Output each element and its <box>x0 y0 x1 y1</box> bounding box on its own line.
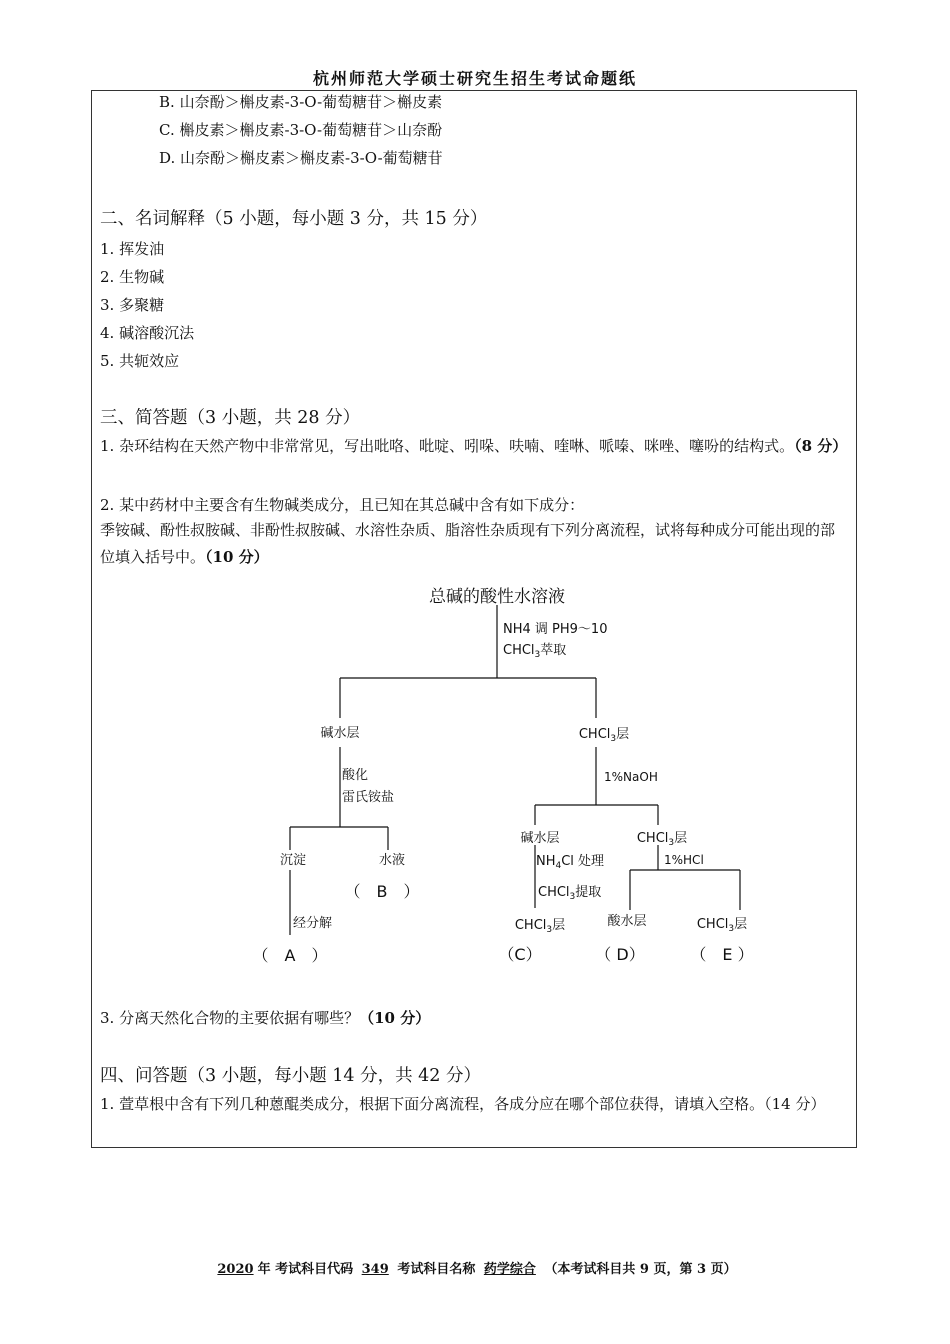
flow-chcl3-extract: CHCl$_3$提取 <box>538 885 602 902</box>
flow-hcl-step: 1%HCl <box>664 853 704 867</box>
flow-label-c: （C） <box>498 945 542 964</box>
term-item: 2. 生物碱 <box>100 268 165 286</box>
flow-left-node: 碱水层 <box>320 726 360 741</box>
option-d: D. 山奈酚＞槲皮素＞槲皮素-3-O-葡萄糖苷 <box>159 149 443 167</box>
flow-precipitate: 沉淀 <box>279 853 307 868</box>
separation-flowchart <box>0 575 950 995</box>
flow-acid-water: 酸水层 <box>607 914 647 929</box>
option-c: C. 槲皮素＞槲皮素-3-O-葡萄糖苷＞山奈酚 <box>159 121 443 139</box>
flow-left-step-acidify: 酸化 <box>342 768 369 783</box>
flow-chcl3-layer-e: CHCl$_3$层 <box>696 917 748 934</box>
term-item: 5. 共轭效应 <box>100 352 180 370</box>
flow-nh4cl-treat: $NH_4Cl$ 处理 <box>536 854 605 871</box>
question-3-2: 季铵碱、酚性叔胺碱、非酚性叔胺碱、水溶性杂质、脂溶性杂质现有下列分离流程，试将每种成分可能出现的部位填入括号中。（10 分） <box>100 521 836 566</box>
question-3-2-intro: 2. 某中药材中主要含有生物碱类成分，且已知在其总碱中含有如下成分： <box>100 496 585 514</box>
flow-label-a: （ A ） <box>252 946 328 965</box>
term-item: 1. 挥发油 <box>100 240 165 258</box>
flow-alk-water: 碱水层 <box>520 831 560 846</box>
section4-title: 四、问答题（3 小题，每小题 14 分，共 42 分） <box>100 1066 481 1086</box>
question-3-3: 3. 分离天然化合物的主要依据有哪些？（10 分） <box>100 1009 431 1027</box>
question-4-1: 1. 萱草根中含有下列几种蒽醌类成分，根据下面分离流程，各成分应在哪个部位获得，请填入空格。（14 分） <box>100 1095 826 1113</box>
flow-chcl3-layer-2: CHCl$_3$层 <box>636 831 688 848</box>
term-item: 4. 碱溶酸沉法 <box>100 324 195 342</box>
term-item: 3. 多聚糖 <box>100 296 165 314</box>
flow-left-step-reinecke: 雷氏铵盐 <box>342 790 395 805</box>
section2-title: 二、名词解释（5 小题，每小题 3 分，共 15 分） <box>100 209 488 229</box>
flow-right-step-naoh: 1%NaOH <box>604 770 658 784</box>
flow-step1-ph: NH4 调 PH9～10 <box>503 622 608 637</box>
question-3-1: 1. 杂环结构在天然产物中非常常见，写出吡咯、吡啶、吲哚、呋喃、喹啉、哌嗪、咪唑、噻吩的结构式。（8 分） <box>100 437 848 455</box>
flow-step1-extract: CHCl$_3$萃取 <box>503 643 567 660</box>
flow-chcl3-layer-c: CHCl$_3$层 <box>514 918 566 935</box>
section3-title: 三、简答题（3 小题，共 28 分） <box>100 408 361 428</box>
flow-decompose: 经分解 <box>293 916 333 931</box>
flow-right-node: CHCl$_3$层 <box>578 727 630 744</box>
flow-label-e: （ E ） <box>690 945 754 964</box>
flow-label-d: （ D） <box>595 945 645 964</box>
flow-root: 总碱的酸性水溶液 <box>429 587 565 607</box>
flow-water-liquid: 水液 <box>378 853 406 868</box>
flow-label-b: （ B ） <box>344 882 420 901</box>
option-b: B. 山奈酚＞槲皮素-3-O-葡萄糖苷＞槲皮素 <box>159 93 443 111</box>
page-footer: 2020 年 考试科目代码 349 考试科目名称 药学综合 （本考试科目共 9 页，第 3 页） <box>217 1262 737 1277</box>
page-header: 杭州师范大学硕士研究生招生考试命题纸 <box>312 69 637 88</box>
